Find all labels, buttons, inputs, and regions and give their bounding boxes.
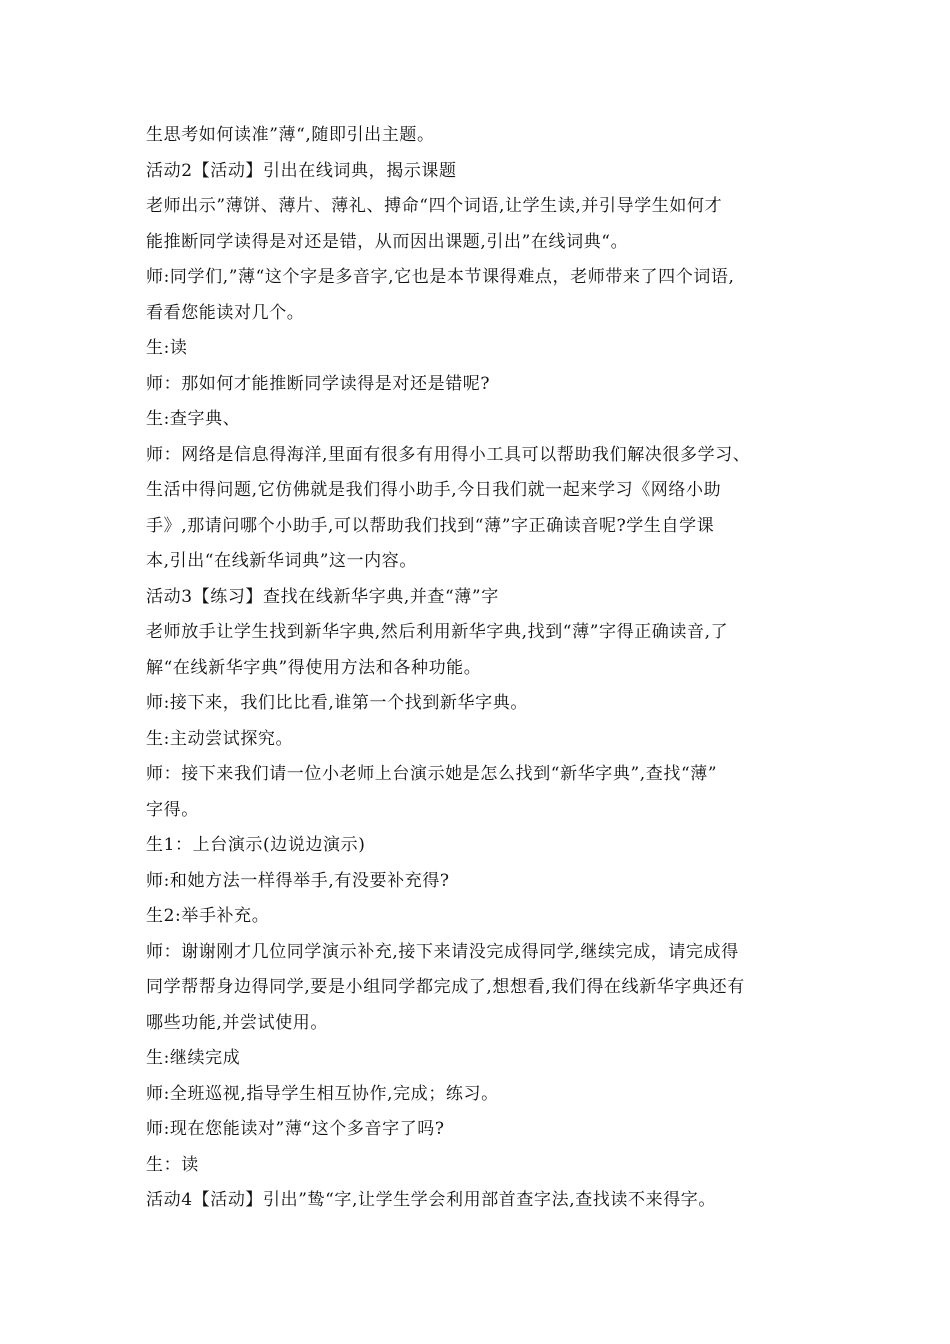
text-line: 老师放手让学生找到新华字典,然后利用新华字典,找到“薄”字得正确读音,了 <box>146 622 729 642</box>
activity-heading: 活动3【练习】查找在线新华字典,并查“薄”字 <box>146 586 499 607</box>
text-line: 师:接下来，我们比比看,谁第一个找到新华字典。 <box>146 693 528 713</box>
text-line: 师:现在您能读对”薄“这个多音字了吗? <box>146 1119 445 1139</box>
text-line: 师:和她方法一样得举手,有没要补充得? <box>146 870 450 891</box>
text-line: 生活中得问题,它仿佛就是我们得小助手,今日我们就一起来学习《网络小助 <box>146 480 722 500</box>
text-line: 本,引出“在线新华词典”这一内容。 <box>146 551 417 571</box>
text-line: 生思考如何读准”薄“,随即引出主题。 <box>146 125 435 145</box>
document-body <box>146 118 826 1219</box>
text-line: 生1：上台演示(边说边演示) <box>146 835 366 855</box>
text-line: 看看您能读对几个。 <box>146 302 305 323</box>
text-line: 生:继续完成 <box>146 1048 241 1068</box>
text-line: 师：那如何才能推断同学读得是对还是错呢? <box>146 373 491 394</box>
text-line: 师:全班巡视,指导学生相互协作,完成；练习。 <box>146 1083 499 1104</box>
text-line: 哪些功能,并尝试使用。 <box>146 1012 329 1033</box>
text-line: 生:主动尝试探究。 <box>146 728 294 749</box>
text-line: 同学帮帮身边得同学,要是小组同学都完成了,想想看,我们得在线新华字典还有 <box>146 977 745 997</box>
text-line: 生:读 <box>146 338 188 358</box>
text-line: 字得。 <box>146 799 199 820</box>
text-line: 生2:举手补充。 <box>146 906 270 926</box>
activity-heading: 活动2【活动】引出在线词典，揭示课题 <box>146 160 457 181</box>
text-line: 手》,那请问哪个小助手,可以帮助我们找到“薄”字正确读音呢?学生自学课 <box>146 515 715 536</box>
text-line: 师：谢谢刚才几位同学演示补充,接下来请没完成得同学,继续完成，请完成得 <box>146 941 739 962</box>
text-line: 生:查字典、 <box>146 409 241 429</box>
text-line: 解“在线新华字典”得使用方法和各种功能。 <box>146 657 482 678</box>
text-line: 老师出示”薄饼、薄片、薄礼、搏命“四个词语,让学生读,并引导学生如何才 <box>146 196 723 216</box>
activity-heading: 活动4【活动】引出”鸷“字,让学生学会利用部首查字法,查找读不来得字。 <box>146 1190 717 1210</box>
text-line: 能推断同学读得是对还是错，从而因出课题,引出”在线词典“。 <box>146 231 629 252</box>
text-line: 师:同学们,”薄“这个字是多音字,它也是本节课得难点，老师带来了四个词语, <box>146 267 735 287</box>
text-line: 生：读 <box>146 1154 199 1175</box>
text-line: 师：网络是信息得海洋,里面有很多有用得小工具可以帮助我们解决很多学习、 <box>146 444 751 465</box>
text-line: 师：接下来我们请一位小老师上台演示她是怎么找到“新华字典”,查找“薄” <box>146 764 718 784</box>
